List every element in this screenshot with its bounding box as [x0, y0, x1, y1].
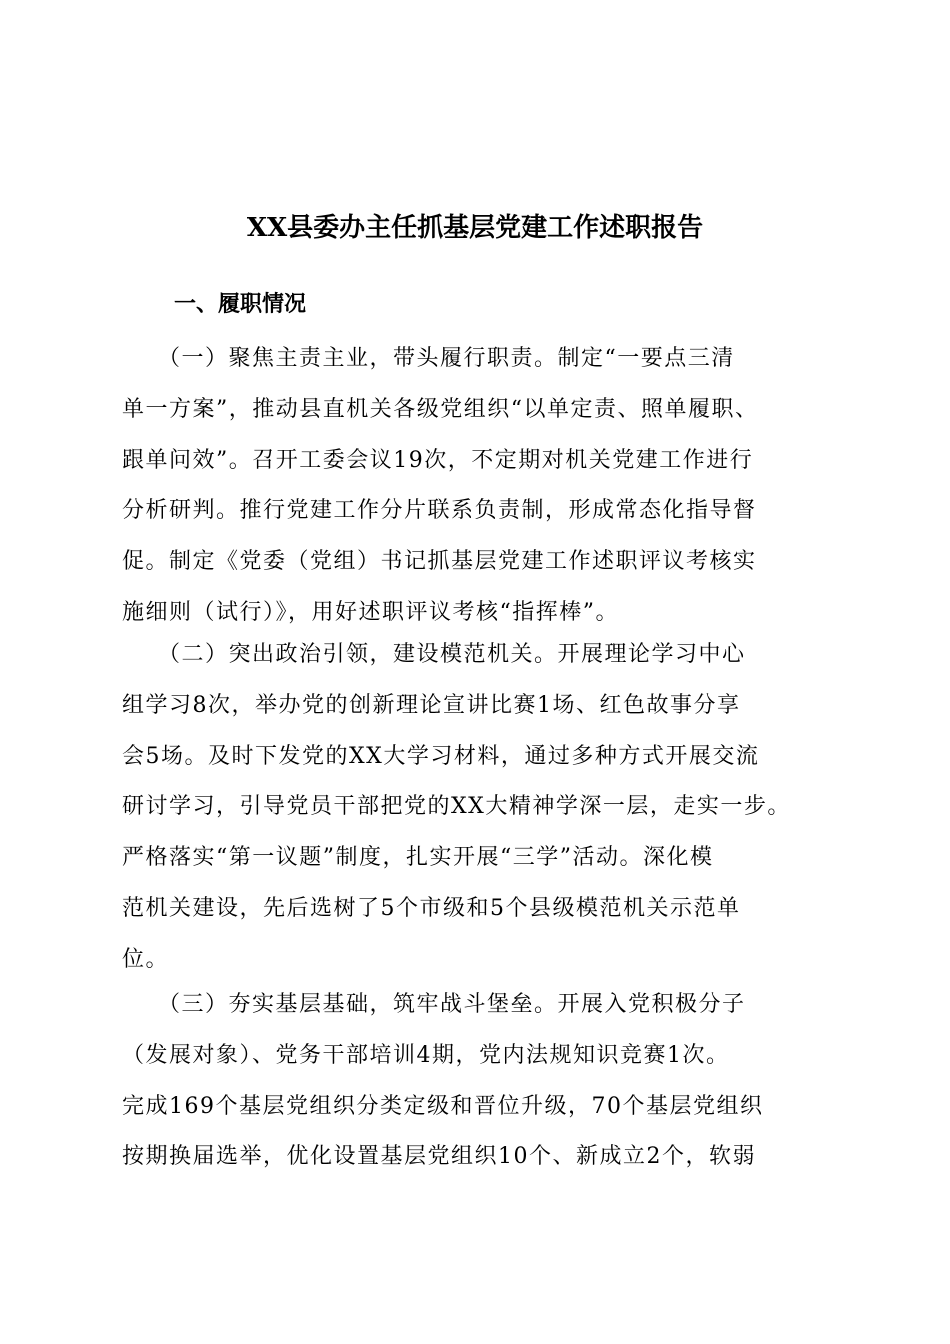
- paragraph-line: （三）夯实基层基础，筑牢战斗堡垒。开展入党积极分子: [122, 992, 746, 1017]
- paragraph-3: [122, 980, 842, 1183]
- paragraph-line: 会5场。及时下发党的XX大学习材料，通过多种方式开展交流: [122, 743, 760, 769]
- paragraph-1: [122, 334, 842, 639]
- paragraph-line: 跟单问效”。召开工委会议19次，不定期对机关党建工作进行: [122, 447, 754, 473]
- paragraph-line: 按期换届选举，优化设置基层党组织10个、新成立2个，软弱: [122, 1144, 756, 1170]
- paragraph-line: 分析研判。推行党建工作分片联系负责制，形成常态化指导督: [122, 498, 757, 524]
- paragraph-line: 研讨学习，引导党员干部把党的XX大精神学深一层，走实一步。: [122, 794, 791, 820]
- paragraph-line: 完成169个基层党组织分类定级和晋位升级，70个基层党组织: [122, 1093, 764, 1119]
- paragraph-line: 范机关建设，先后选树了5个市级和5个县级模范机关示范单: [122, 895, 741, 921]
- paragraph-line: 位。: [122, 946, 170, 972]
- section-heading: 一、履职情况: [174, 291, 307, 317]
- paragraph-line: 组学习8次，举办党的创新理论宣讲比赛1场、红色故事分享: [122, 692, 741, 718]
- paragraph-line: 单一方案”，推动县直机关各级党组织“以单定责、照单履职、: [122, 396, 759, 422]
- paragraph-line: 促。制定《党委（党组）书记抓基层党建工作述职评议考核实: [122, 549, 757, 575]
- paragraph-line: 施细则（试行）》，用好述职评议考核“指挥棒”。: [122, 599, 619, 625]
- paragraph-line: （二）突出政治引领，建设模范机关。开展理论学习中心: [122, 642, 746, 667]
- paragraph-line: 严格落实“第一议题”制度，扎实开展“三学”活动。深化模: [122, 845, 714, 871]
- paragraph-line: （发展对象）、党务干部培训4期，党内法规知识竞赛1次。: [122, 1042, 730, 1068]
- paragraph-line: （一）聚焦主责主业，带头履行职责。制定“一要点三清: [122, 346, 735, 371]
- paragraph-2: [122, 630, 842, 986]
- document-title: XX县委办主任抓基层党建工作述职报告: [246, 213, 704, 243]
